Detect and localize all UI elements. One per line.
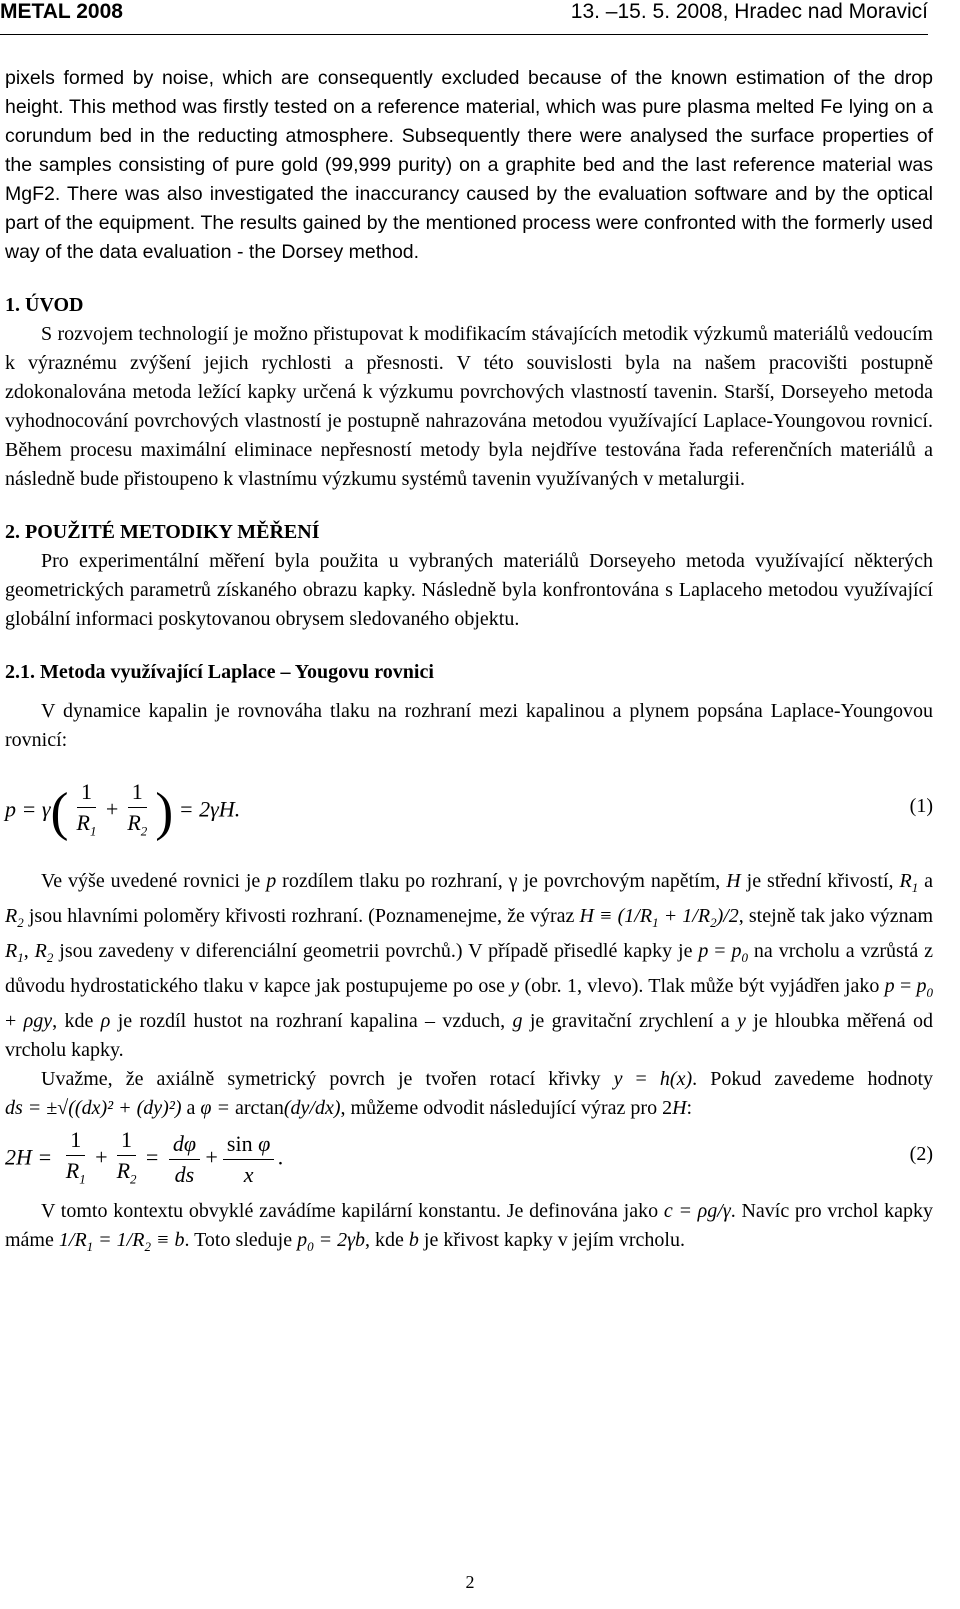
page-number: 2 [465,1572,475,1592]
equation-1-number: (1) [909,795,933,817]
section-2-1-paragraph-3: V tomto kontextu obvyklé zavádíme kapilární konstantu. Je definována jako c = ρg/γ. Navíc pro vrchol kapky máme $1/R_1 = 1/R_2 \equiv b$. Toto sleduje $p_0 = 2\gamma b$, kde b je křivost kapky v jejím vrcholu. [5,1200,934,1254]
equation-2: 2H = $\frac{1}{R_1}$ + $\frac{1}{R_2}$ = $\frac{d\varphi}{ds}$ + $\frac{\text{sin φ}}{x}$ . (2) [5,1127,933,1188]
abstract-continuation: pixels formed by noise, which are consequently excluded because of the known estimation of the drop height. This method was firstly tested on a reference material, which was pure plasma melted Fe lying on a corundum bed in the reducting atmosphere. Subsequently there were analysed the surface properties of the samples consisting of pure gold (99,999 purity) on a graphite bed and the last reference material was MgF2. There was also investigated the inaccurancy caused by the evaluation software and by the optical part of the equipment. The results gained by the mentioned process were confronted with the formerly used way of the data evaluation - the Dorsey method. [5,67,933,263]
section-2-text: Pro experimentální měření byla použita u vybraných materiálů Dorseyeho metoda využívající některých geometrických parametrů získaného obrazu kapky. Následně byla konfrontována s Laplaceho metodou využívající globální informaci poskytovanou obrysem sledovaného objektu. [5,550,933,630]
equation-1: p = γ( $\frac{1}{R_1}$ + $\frac{1}{R_2}$ ) = 2γH. (1) [5,779,933,842]
section-1-heading: 1. ÚVOD [5,294,84,316]
conference-name: METAL 2008 [0,0,123,23]
section-2-1-heading: 2.1. Metoda využívající Laplace – Yougovu rovnici [5,661,434,683]
conference-date-place: 13. –15. 5. 2008, Hradec nad Moravicí [570,0,928,23]
page-content [5,64,933,1261]
section-2-1-intro: V dynamice kapalin je rovnováha tlaku na rozhraní mezi kapalinou a plynem popsána Laplace-Youngovou rovnicí: [5,700,933,751]
section-2-1-paragraph-2: Uvažme, že axiálně symetrický povrch je tvořen rotací křivky y = h(x). Pokud zavedeme hodnoty ds = ±√((dx)² + (dy)²) a φ = arctan(dy/dx), můžeme odvodit následující výraz pro 2H: [5,1068,934,1119]
section-2-1-paragraph-1: Ve výše uvedené rovnici je p rozdílem tlaku po rozhraní, γ je povrchovým napětím, H je střední křivostí, $R_1$ a $R_2$ jsou hlavními poloměry křivosti rozhraní. (Poznamenejme, že výraz $H \equiv (1/R_1 + 1/R_2)/2$, stejně tak jako význam $R_1$, $R_2$ jsou zavedeny v diferenciální geometrii povrchů.) V případě přisedlé kapky je $p = p_0$ na vrcholu a vzrůstá z důvodu hydrostatického tlaku v kapce jak postupujeme po ose y (obr. 1, vlevo). Tlak může být vyjádřen jako $p = p_0 + \rho gy$, kde ρ je rozdíl hustot na rozhraní kapalina – vzduch, g je gravitační zrychlení a y je hloubka měřená od vrcholu kapky. [5,870,934,1061]
page-header [0,0,928,35]
equation-2-number: (2) [909,1143,933,1165]
section-1-text: S rozvojem technologií je možno přistupovat k modifikacím stávajících metodik výzkumů materiálů vedoucím k výraznému zvýšení jejich rychlosti a přesnosti. V této souvislosti byla na našem pracovišti postupně zdokonalována metoda ležící kapky určená k výzkumu povrchových vlastností tavenin. Starší, Dorseyeho metoda vyhodnocování povrchových vlastností je postupně nahrazována metodou využívající Laplace-Youngovou rovnicí. Během procesu maximální eliminace nepřesností metody byla nejdříve testována řada referenčních materiálů a následně bude přistoupeno k vlastnímu výzkumu systémů tavenin využívaných v metalurgii. [5,323,933,490]
section-2-heading: 2. POUŽITÉ METODIKY MĚŘENÍ [5,521,320,543]
